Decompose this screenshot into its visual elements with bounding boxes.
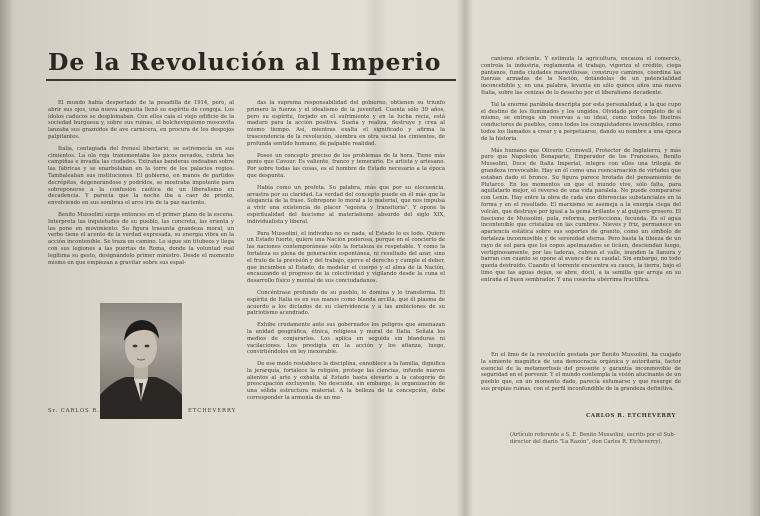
paragraph: Tal la enorme parábola descripta por esta personalidad, a la que cupo el destino de los iluminados y los ungidos. Olvidado por completo de sí mismo, se entrega sin reservas a su ideal, como todos los lluetres conductores de pueblos, como todos los conquistadores invencibles, como todos los llamados a crear y a perpetuarse, dando su nombre a una época de la historia. <box>481 101 681 142</box>
paragraph: Había como un profeta. Su palabra, más que por su elocuencia, arrastra por su claridad. La verdad del concepto puede en él más que la elegancia de la frase. Sobrepone lo moral a lo material, que nos impulsa a vivir una existencia de placer "egoísta y transitoria". Y opone la espiritualidad del fascismo al materialismo absurdo del siglo XIX, individualista y liberal. <box>247 184 445 225</box>
paragraph: Exhibe crudamente ante sus gobernados los peligros que amenazan la unidad geográfica, étnica, religiosa y moral de Italia. Señala los medios de conjurarlos. Los aplica en seguida sin blanduras ni vacilaciones. Los prestigia en la acción y los afianza, luego, convirtiéndolos en ley inexorable. <box>247 322 445 356</box>
column-1 <box>48 100 234 305</box>
paragraph: En el limo de la revolución gestada por Benito Mussolini, ha cuajado la simiente magnífica de una democracia orgánica y autoritaria, factor esencial de la metamorfosis del presente y garantía inconmovible de seguridad en el porvenir. Y el mundo contempla la visión alucinante de un pueblo que, en un momento dado, parecía esfumarse y que resurge de sus propias ruinas, con el perfil inconfundible de la grandeza definitiva. <box>481 352 681 392</box>
paragraph: De ese modo restablece la disciplina, ennoblece a la familia, dignifica la jerarquía, fortalece la religión, protege las ciencias, infunde nuevos alientos al arte y exhalta al Estado hasta elevarlo a la categoría de preocupación excluyente. No descuida, sin embargo, la organización de una sólida estructura material. A la belleza de la concepción, debe corresponder la armonía de un me- <box>247 361 445 402</box>
paragraph: Benito Mussolini surge entonces en el primer plano de la escena. Interpreta las inquietudes de su pueblo, las concreta, las orienta y las pone en movimiento. Su figura trasunta grandeza moral, un verbo tiene el acento de la verdad expresada, su energía vibra en la acción incontenible. Se traza un camino. Lo sigue sin titubeos y llega con sus legiones a las puertas de Roma, donde la voluntad real legítima su gesto, designándolo primer ministro. Desde el momento mismo en que empiezan a gravitar sobre sus espal- <box>48 211 234 266</box>
paragraph: Posee un concepto preciso de los problemas de la hora. Tiene más genio que Cavour. Es valiente, franco y temerario. Es artista y artesano. Por sobre todas las cosas, es el hombre de Estado necesario a la época que despunta. <box>247 152 445 179</box>
paragraph: canismo eficiente. Y estimula la agricultura, encauza el comercio, controla la industria, reglamenta el trabajo, vigoriza el crédito, ciega pantanos, funda ciudades maravillosas, construye caminos, coordina las fuerzas armadas de la Nación, dotándolas de un potencialidad inconcebible y, en una palabra, levanta en sólo quince años una nueva Italia, sobre las cenizas de lo desecho por el liberalismo decadente. <box>481 56 681 96</box>
page-fold <box>457 0 473 516</box>
column-2 <box>247 100 445 430</box>
paragraph: El mundo había despertado de la pesadilla de 1914, pero, al abrir sus ojos, una nueva angustia llenó su espíritu de congoja. Los ídolos caducos se desplomaban. Con ellos caía el viejo edificio de la sociedad burguesa y, sobre sus ruinas, el bolcheviquismo moscovita lanzaba sus graznidos de ave carnicera, en procura de los despojos palpitantes. <box>48 100 234 140</box>
caption-right: ETCHEVERRY <box>188 408 237 414</box>
right-page-shadow <box>748 0 760 516</box>
article-note: (Artículo referente a S. E. Benito Mussolini, escrito por el Sub-director del diario "La Razón", don Carlos R. Etcheverry). <box>510 432 676 445</box>
paragraph: Concéntrase profundo de su pueblo, lo domina y lo transforma. El espíritu de Italia es en sus manos como blanda arcilla, que él plasma de acuerdo a los dictados de su clarividencia y a las ambiciones de su patriotismo acendrado. <box>247 289 445 317</box>
left-page-shadow <box>0 0 14 516</box>
caption-left: Sr. CARLOS R. <box>48 408 100 414</box>
paragraph: Italia, contagiada del frenesí libertario, se estremecía en sus cimientos. La ola roja transmontaba los picos nevados, cubría las campiñas e invadía las ciudades. Extrañas banderas ondeaban sobre las fábricas y se enarbolaban en la torre de los palacios regios. Tambaleaban sus instituciones. El gobierno, en manos de partidos decrépitos, degenerándose y podridos, se mostraba impotente para sobreponerse a la confusión caótica de un liberalismo en decadencia. Y parecía que la noche iba a caer de pronto, envolviendo en sus sombras el arco iris de la paz naciente. <box>48 145 234 207</box>
column-3 <box>481 56 681 346</box>
paragraph: Más humano que Oliverio Cromwell, Protector de Inglaterra, y más puro que Napoleón Bonaparte, Emperador de los Franceses, Benito Mussolini, Duce de Italia Imperial, integra con ellos una trilogía de grandeza irrevocable. Hay en él como una reencarnación de virtudes que estaban dado el bronce. Su figura parece brotada del pensamiento de Plutarco. En los momentos en que el mundo vive, sólo falta, para aquilatarlo mejor, el reverso de una vida paralela. No puede compararse con Lenin. Hay entre la obra de cada uno diferencias substanciales en la forma y en el resultado. El marxismo se asemeja a la energía ciega del volcán, que destruye por igual a la gema brillante y al guijarro grosero. El fascismo de Mussolini, pula, reforma, perfecciona, fecunda. Es el agua incontenible que cristaliza en las cumbres. Nieves y friz, permanece en apariencia estática sobre sus soportes de granito, como un símbolo de fortaleza inconmovible y de serenidad eterna. Pero basta la tibieza de un rayo de sol para que los copos apelmazados se licúen, desciendan luego, vertiginosamente, por las laderas, cubran el valle, inunden la llanura y barran con cuanto se opone al avance de su caudal. Sin embargo, no todo queda destruido. Cuando el torrente encuentra su cauce, la tierra, bajo el limo que las aguas dejan, se abre, dócil, a la semilla que arroja en su entraña el buen sembrador. Y una cosecha ubérrima fructifica. <box>481 147 681 283</box>
portrait-image <box>100 303 182 419</box>
author-portrait <box>100 303 182 419</box>
paragraph: Para Mussolini, el individuo no es nada, el Estado lo es todo. Quiere un Estado fuerte, quiere una Nación poderosa, porque en el concierto de las naciones contemporáneas sólo la fortaleza es respetable. Y como la fortaleza es plena de generación espontánea, ni resultado del azar, sino el fruto de la previsión y del trabajo, ejerce el derecho y cumple el deber, que incumben al Estado, de modelar el cuerpo y el alma de la Nación, encauzando el progreso de la colectividad y vigilando desde la cuna el desarrollo físico y mental de sus conciudadanos. <box>247 230 445 285</box>
article-title: De la Revolución al Imperio <box>48 48 442 76</box>
author-signature: CARLOS R. ETCHEVERRY <box>586 413 676 419</box>
title-rule <box>46 79 456 81</box>
paragraph: das la suprema responsabilidad del gobierno, obtienen su triunfo primero la fuerza y el idealismo de la juventud. Cuenta sólo 39 años, pero su espíritu, forjado en el sufrimiento y en la lucha recia, está maduro para la acción positiva. Sueña y realiza, destruye y crea al mismo tiempo. Así, mientras exalta el significado y afirma la trascendencia de la revolución, siembra en otra social los cimientos, de profunda sentido humano, de palpable realidad. <box>247 100 445 147</box>
